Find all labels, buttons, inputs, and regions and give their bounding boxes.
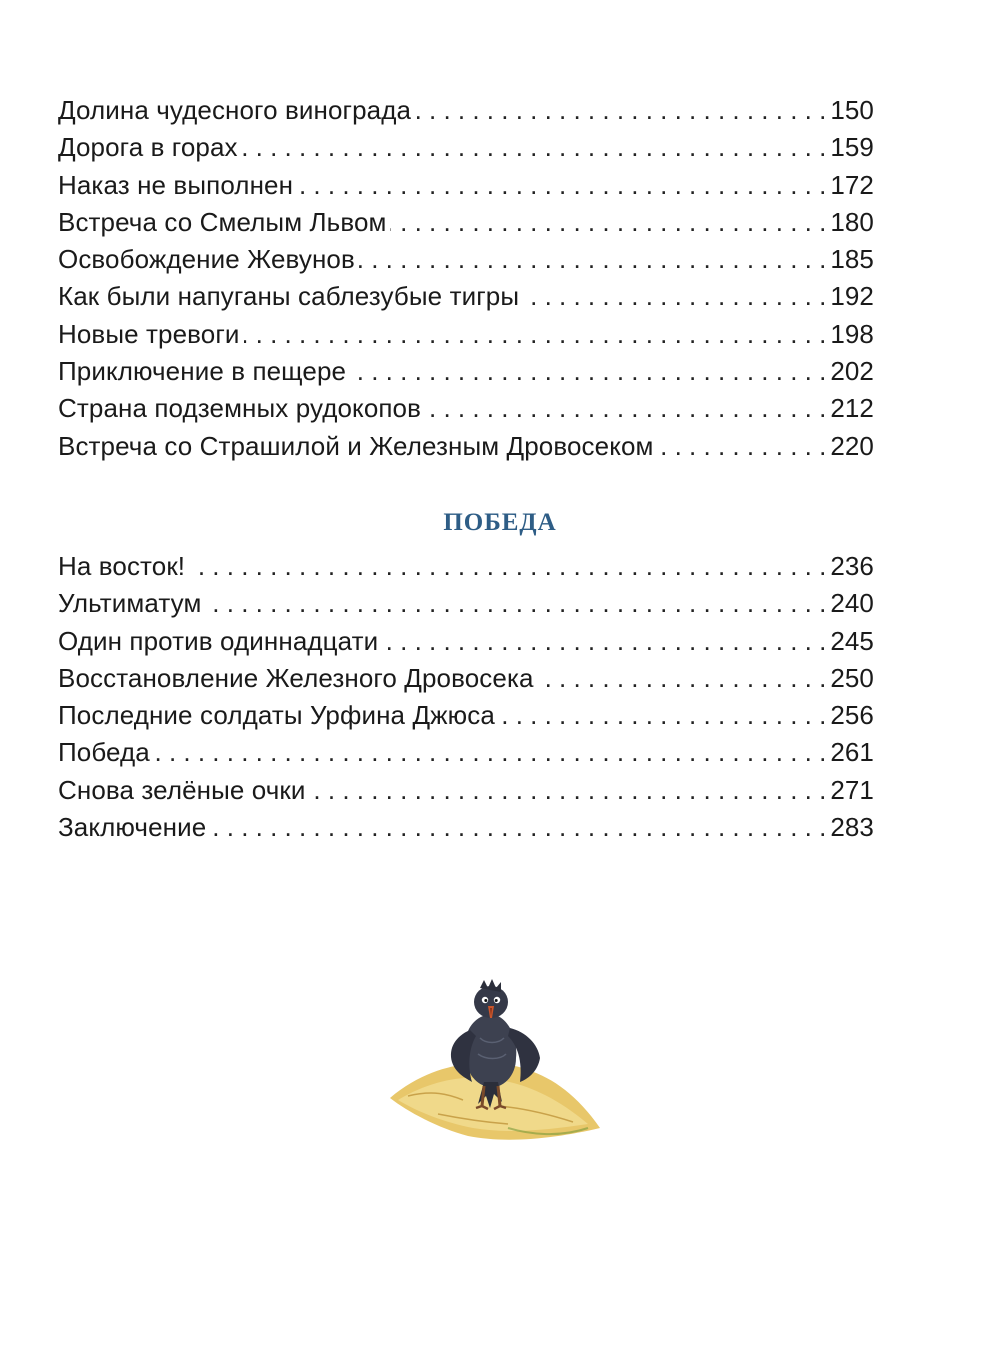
toc-entry-title: Победа — [58, 737, 150, 768]
toc-entry-page: 245 — [830, 625, 874, 656]
toc-entry — [58, 278, 874, 315]
toc-entry — [58, 353, 874, 390]
toc-entry-title: Снова зелёные очки — [58, 774, 306, 805]
toc-entry-page: 212 — [830, 393, 874, 424]
toc-entry-page: 198 — [830, 318, 874, 349]
toc-entry — [58, 316, 874, 353]
toc-entry — [58, 809, 874, 846]
toc-entry-title: Дорога в горах — [58, 132, 238, 163]
toc-entry-page: 192 — [830, 281, 874, 312]
toc-leader-dots — [425, 390, 826, 427]
toc-entry-page: 180 — [830, 206, 874, 237]
toc-entry-title: Долина чудесного винограда — [58, 95, 412, 125]
toc-leader-dots — [350, 353, 826, 390]
toc-entry-title: Наказ не выполнен — [58, 169, 294, 200]
toc-entry-page: 240 — [830, 588, 874, 619]
toc-entry — [58, 623, 874, 660]
toc-entry-title: Встреча со Страшилой и Железным Дровосеком — [58, 430, 654, 461]
toc-entry-page: 236 — [830, 551, 874, 581]
toc-entry — [58, 548, 874, 585]
toc-entry-title: На восток! — [58, 551, 186, 581]
toc-entry-title: Один против одиннадцати — [58, 625, 379, 656]
toc-entry-page: 202 — [830, 356, 874, 387]
toc-entry — [58, 734, 874, 771]
toc-entry-title: Встреча со Смелым Львом — [58, 206, 387, 237]
toc-entry-title: Новые тревоги — [58, 318, 240, 349]
toc-leader-dots — [538, 660, 827, 697]
toc-entry-title: Освобождение Жевунов — [58, 244, 355, 275]
toc-entry — [58, 428, 874, 465]
toc-entry — [58, 772, 874, 809]
toc-entry-page: 150 — [830, 95, 874, 125]
toc-list-part1 — [58, 92, 874, 465]
toc-entry-page: 159 — [830, 132, 874, 163]
toc-entry-page: 172 — [830, 169, 874, 200]
toc-entry-title: Ультиматум — [58, 588, 202, 619]
toc-leader-dots — [415, 92, 826, 129]
toc-entry — [58, 167, 874, 204]
toc-entry — [58, 697, 874, 734]
toc-leader-dots — [310, 772, 827, 809]
toc-entry-page: 283 — [830, 812, 874, 843]
toc-entry — [58, 92, 874, 129]
toc-entry-title: Приключение в пещере — [58, 356, 347, 387]
toc-leader-dots — [382, 623, 826, 660]
toc-leader-dots — [658, 428, 827, 465]
toc-entry-page: 185 — [830, 244, 874, 275]
toc-entry-page: 271 — [830, 774, 874, 805]
toc-entry-title: Последние солдаты Урфина Джюса — [58, 700, 495, 731]
toc-leader-dots — [390, 204, 826, 241]
toc-entry-page: 250 — [830, 662, 874, 693]
section-heading: ПОБЕДА — [443, 509, 557, 536]
crow-illustration — [388, 978, 602, 1148]
toc-entry-title: Восстановление Железного Дровосека — [58, 662, 534, 693]
toc-entry — [58, 660, 874, 697]
toc-entry — [58, 241, 874, 278]
toc-leader-dots — [154, 734, 826, 771]
toc-leader-dots — [242, 129, 827, 166]
toc-leader-dots — [499, 697, 826, 734]
toc-leader-dots — [189, 548, 826, 585]
toc-leader-dots — [244, 316, 827, 353]
toc-leader-dots — [205, 585, 826, 622]
toc-leader-dots — [359, 241, 826, 278]
toc-entry — [58, 204, 874, 241]
toc-entry-title: Заключение — [58, 812, 207, 843]
toc-entry-page: 256 — [830, 700, 874, 731]
toc-entry-title: Страна подземных рудокопов — [58, 393, 422, 424]
toc-leader-dots — [210, 809, 826, 846]
toc-list-part2 — [58, 548, 874, 846]
toc-entry — [58, 390, 874, 427]
toc-entry-title: Как были напуганы саблезубые тигры — [58, 281, 520, 312]
toc-entry-page: 261 — [830, 737, 874, 768]
toc-leader-dots — [297, 167, 826, 204]
toc-entry-page: 220 — [830, 430, 874, 461]
toc-entry — [58, 585, 874, 622]
toc-leader-dots — [523, 278, 826, 315]
toc-entry — [58, 129, 874, 166]
